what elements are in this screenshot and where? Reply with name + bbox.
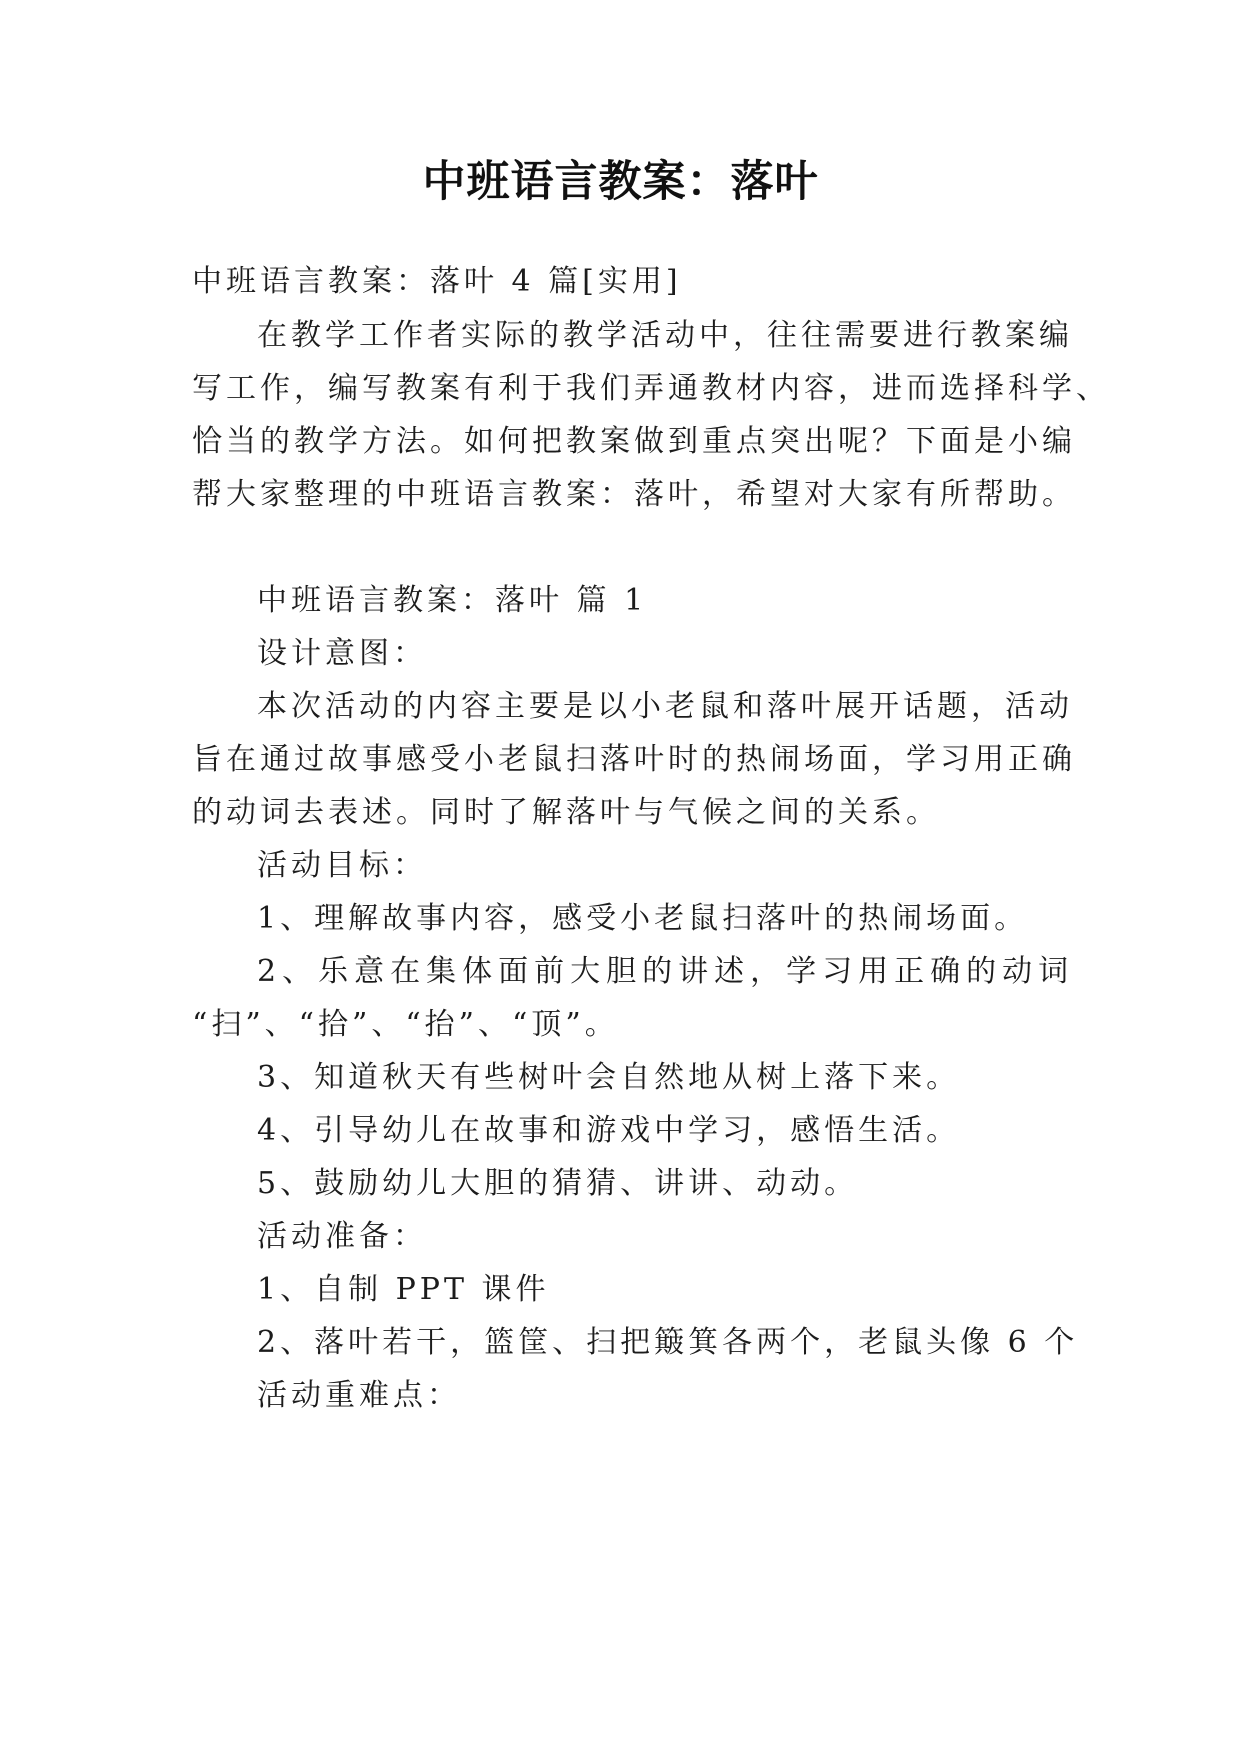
intro-line-2: 写工作，编写教案有利于我们弄通教材内容，进而选择科学、 [192, 371, 1110, 406]
prep-item-2: 2、落叶若干，篮筐、扫把簸箕各两个，老鼠头像 6 个 [257, 1325, 1079, 1360]
design-intent-label: 设计意图： [257, 636, 427, 671]
goal-item-2: 2、乐意在集体面前大胆的讲述，学习用正确的动词 [257, 954, 1075, 989]
key-points-label: 活动重难点： [257, 1378, 461, 1413]
goal-item-5: 5、鼓励幼儿大胆的猜猜、讲讲、动动。 [257, 1166, 859, 1201]
design-intent-line-3: 的动词去表述。同时了解落叶与气候之间的关系。 [192, 795, 940, 830]
design-intent-line-1: 本次活动的内容主要是以小老鼠和落叶展开话题，活动 [257, 689, 1073, 724]
intro-line-3: 恰当的教学方法。如何把教案做到重点突出呢？下面是小编 [192, 424, 1076, 459]
document-subtitle: 中班语言教案：落叶 4 篇[实用] [192, 264, 682, 299]
goal-item-2-cont: “扫”、“拾”、“抬”、“顶”。 [192, 1007, 619, 1042]
design-intent-line-2: 旨在通过故事感受小老鼠扫落叶时的热闹场面，学习用正确 [192, 742, 1076, 777]
goal-item-3: 3、知道秋天有些树叶会自然地从树上落下来。 [257, 1060, 961, 1095]
goal-item-1: 1、理解故事内容，感受小老鼠扫落叶的热闹场面。 [257, 901, 1029, 936]
goals-label: 活动目标： [257, 848, 427, 883]
prep-item-1: 1、自制 PPT 课件 [257, 1272, 550, 1307]
section-heading: 中班语言教案：落叶 篇 1 [257, 583, 648, 618]
goal-item-4: 4、引导幼儿在故事和游戏中学习，感悟生活。 [257, 1113, 961, 1148]
document-title: 中班语言教案：落叶 [422, 157, 819, 207]
prep-label: 活动准备： [257, 1219, 427, 1254]
intro-line-4: 帮大家整理的中班语言教案：落叶，希望对大家有所帮助。 [192, 477, 1076, 512]
intro-line-1: 在教学工作者实际的教学活动中，往往需要进行教案编 [257, 318, 1073, 353]
